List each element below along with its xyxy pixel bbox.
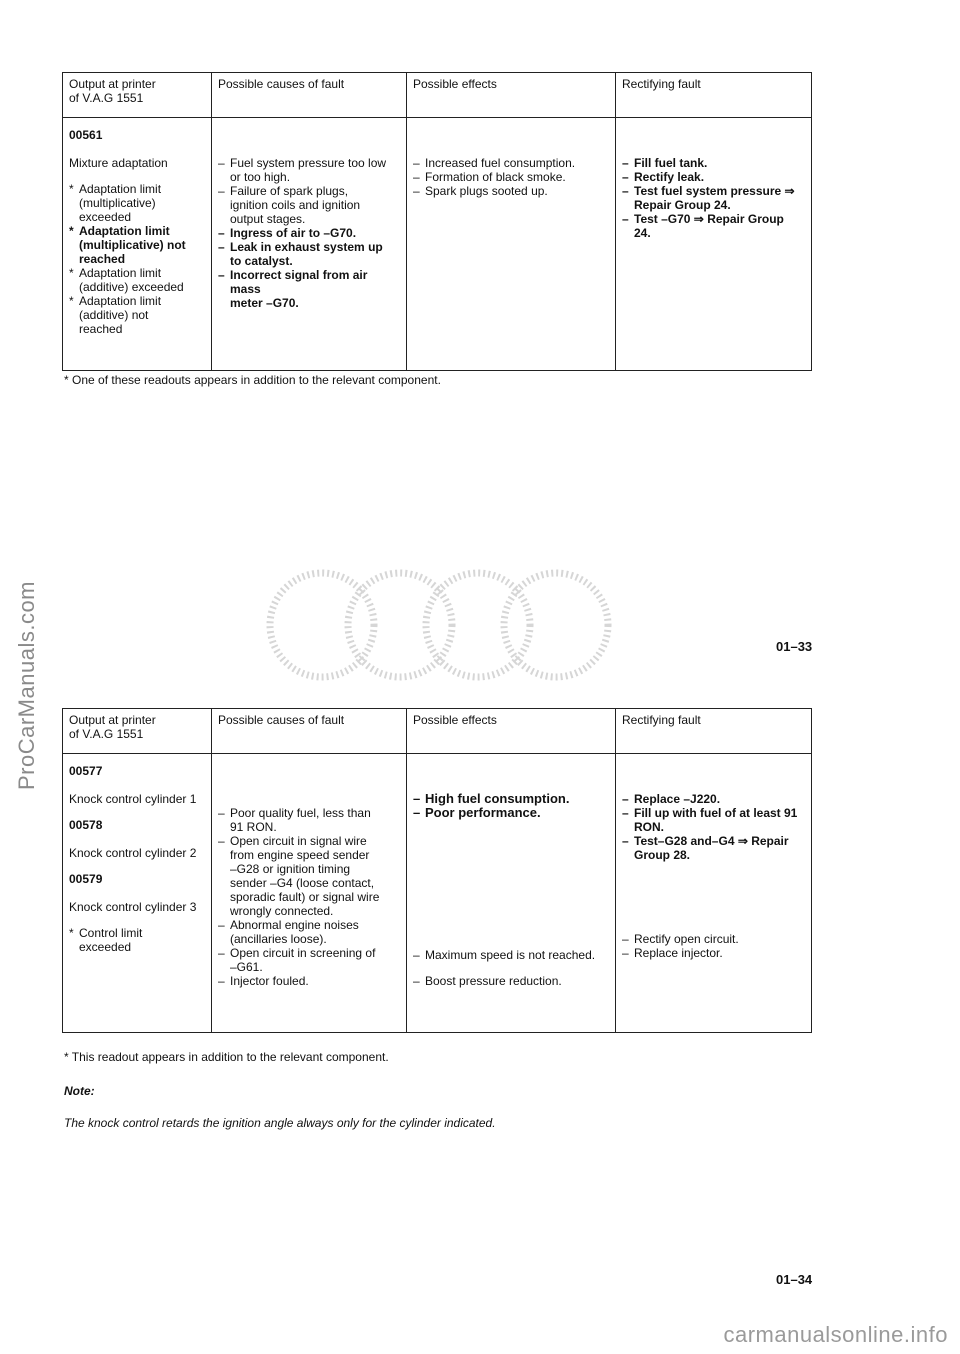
fault-label: Knock control cylinder 1 <box>69 792 197 806</box>
fault-code: 00577 <box>69 764 103 778</box>
list-item: – Formation of black smoke. <box>413 170 566 184</box>
page-number-2: 01–34 <box>776 1272 813 1287</box>
footnote-2: * This readout appears in addition to the relevant component. <box>64 1050 389 1064</box>
table-header-row <box>63 73 812 118</box>
list-item: – Leak in exhaust system up to catalyst. <box>218 240 383 268</box>
list-item: – Fill fuel tank. <box>622 156 708 170</box>
list-item: – Replace –J220. <box>622 792 721 806</box>
list-item: – Ingress of air to –G70. <box>218 226 357 240</box>
causes-cell <box>212 754 407 1033</box>
header-fix: Rectifying fault <box>616 709 812 754</box>
fault-label: Knock control cylinder 2 <box>69 846 197 860</box>
fault-code: 00561 <box>69 128 103 142</box>
fault-label: Mixture adaptation <box>69 156 168 170</box>
list-item: – Boost pressure reduction. <box>413 974 562 988</box>
list-item: – Rectify leak. <box>622 170 705 184</box>
list-item: – Fill up with fuel of at least 91 RON. <box>622 806 798 834</box>
list-item: – Test–G28 and–G4 ⇒ Repair Group 28. <box>622 834 789 862</box>
side-watermark: ProCarManuals.com <box>14 580 39 790</box>
header-fix: Rectifying fault <box>616 73 812 118</box>
list-item: – Open circuit in signal wire from engine speed sender –G28 or ignition timing sender –G4 (loose contact, sporadic fault) or signal wire wrongly connected. <box>218 834 380 918</box>
header-output: Output at printer of V.A.G 1551 <box>63 709 212 754</box>
list-item: – Maximum speed is not reached. <box>413 948 596 962</box>
list-item: – Spark plugs sooted up. <box>413 184 548 198</box>
adaptation-limit-bullet: * Adaptation limit (additive) exceeded <box>69 266 184 294</box>
fault-label: Knock control cylinder 3 <box>69 900 197 914</box>
causes-cell <box>212 118 407 371</box>
effects-cell <box>407 754 616 1033</box>
list-item: – Poor quality fuel, less than 91 RON. <box>218 806 371 834</box>
fix-cell <box>616 754 812 1033</box>
effects-cell <box>407 118 616 371</box>
list-item: – Incorrect signal from air mass meter –G70. <box>218 268 368 310</box>
list-item: – Fuel system pressure too low or too high. <box>218 156 387 184</box>
header-output: Output at printer of V.A.G 1551 <box>63 73 212 118</box>
audi-rings-watermark <box>262 555 612 695</box>
output-cell <box>63 754 212 1033</box>
list-item: – Rectify open circuit. <box>622 932 739 946</box>
fault-code: 00578 <box>69 818 103 832</box>
list-item: – High fuel consumption. <box>413 791 570 806</box>
list-item: – Abnormal engine noises (ancillaries loose). <box>218 918 359 946</box>
note-heading: Note: <box>64 1084 95 1098</box>
header-causes: Possible causes of fault <box>212 73 407 118</box>
fault-table-2 <box>62 708 812 1033</box>
fault-code: 00579 <box>69 872 103 886</box>
control-limit-bullet: * Control limit exceeded <box>69 926 143 954</box>
header-effects: Possible effects <box>407 709 616 754</box>
table-row <box>63 754 812 1033</box>
list-item: – Replace injector. <box>622 946 723 960</box>
footer-watermark: carmanualsonline.info <box>723 1322 948 1347</box>
list-item: – Test fuel system pressure ⇒ Repair Group 24. <box>622 184 795 212</box>
list-item: – Injector fouled. <box>218 974 309 988</box>
fault-table-1 <box>62 72 812 371</box>
table-row <box>63 118 812 371</box>
output-cell <box>63 118 212 371</box>
fix-cell <box>616 118 812 371</box>
list-item: – Open circuit in screening of –G61. <box>218 946 376 974</box>
list-item: – Test –G70 ⇒ Repair Group 24. <box>622 212 784 240</box>
footnote-1: * One of these readouts appears in addition to the relevant component. <box>64 373 441 387</box>
header-causes: Possible causes of fault <box>212 709 407 754</box>
adaptation-limit-bullet: * Adaptation limit (multiplicative) not reached <box>69 224 186 266</box>
list-item: – Failure of spark plugs, ignition coils and ignition output stages. <box>218 184 361 226</box>
header-effects: Possible effects <box>407 73 616 118</box>
adaptation-limit-bullet: * Adaptation limit (multiplicative) exceeded <box>69 182 162 224</box>
adaptation-limit-bullet: * Adaptation limit (additive) not reached <box>69 294 162 336</box>
page-number-1: 01–33 <box>776 639 813 654</box>
table-header-row <box>63 709 812 754</box>
list-item: – Increased fuel consumption. <box>413 156 576 170</box>
list-item: – Poor performance. <box>413 805 541 820</box>
note-text: The knock control retards the ignition angle always only for the cylinder indicated. <box>64 1116 496 1130</box>
